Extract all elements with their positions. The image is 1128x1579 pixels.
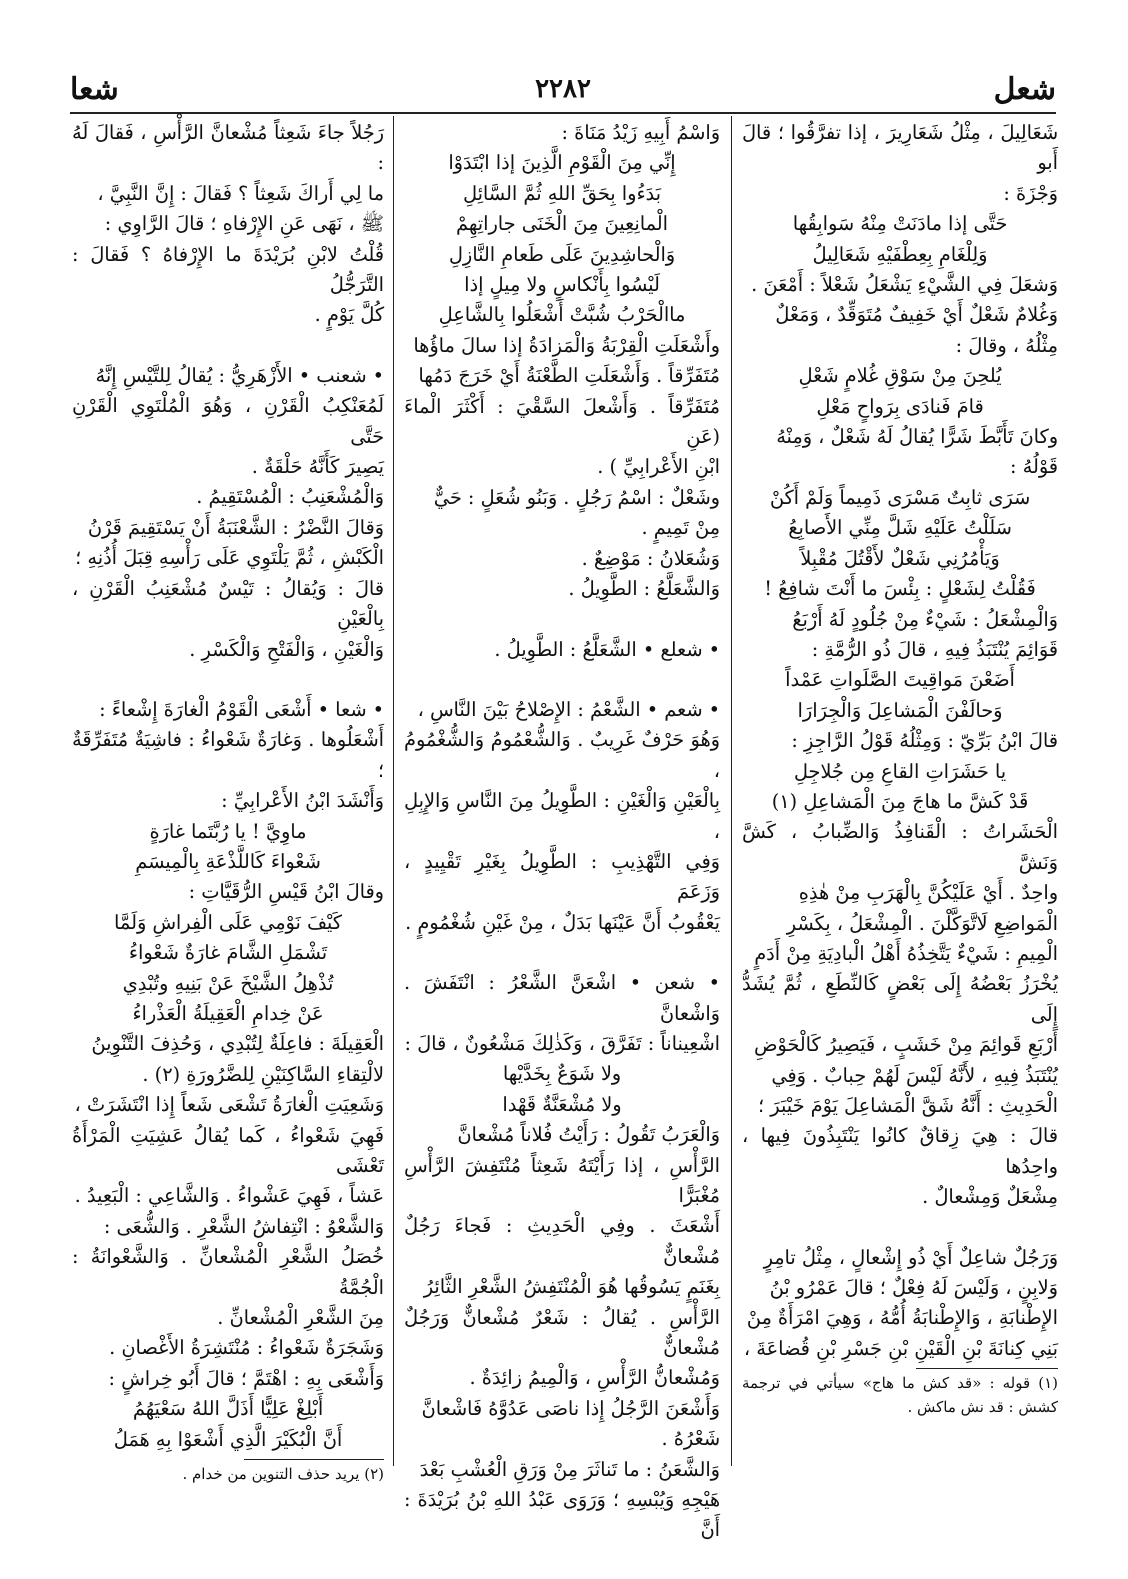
- paragraph-gap: [72, 665, 384, 695]
- text-line: ولا مُشْعَنَّةٌ قَهْدا: [502, 1092, 622, 1116]
- text-line: وَشَجَرَةٌ شَعْواءُ : مُنْتَشِرَةُ الأَغْصانِ .: [109, 1336, 384, 1360]
- text-line: حَتَّى إذا مادَنَتْ مِنْهُ سَوابِقُها: [792, 212, 1008, 236]
- text-line: يَعْقُوبُ أَنَّ عَيْنَها بَدَلٌ ، مِنْ غَيْنِ شُغْمُومٍ .: [405, 910, 720, 934]
- text-line: وَجْزَةَ :: [1003, 181, 1058, 205]
- paragraph-gap: [404, 665, 720, 695]
- text-line: لَيْسُوا بِأَنْكاسٍ ولا مِيلٍ إذا: [464, 273, 660, 297]
- text-line: ما لِي أَراكَ شَعِثاً ؟ فَقالَ : إِنَّ النَّبِيَّ ،: [97, 181, 384, 205]
- text-line: مِشْعَلٌ وَمِشْعالٌ .: [922, 1185, 1058, 1209]
- column-divider-right: [731, 116, 732, 1466]
- text-line: قامَ فَنادَى بِرَواحٍ مَعْلِ: [816, 394, 984, 418]
- text-line: سَلَلْتُ عَلَيْهِ شَلَّ مِنِّي الأَصابِعُ: [788, 516, 1012, 540]
- text-line: لَمُعَنْكِبُ الْقَرْنِ ، وَهُوَ الْمُلْتَوِي الْقَرْنِ حَتَّى: [72, 394, 384, 448]
- text-line: شَعَالِيلَ ، مِثْلُ شَعَارِيرَ ، إذا تفرَّقُوا ؛ قالَ أَبو: [742, 121, 1058, 175]
- footnote: (١) قوله : «قد كش ما هاج» سيأتي في ترجمة كشش : قد نش ماكش .: [742, 1374, 1058, 1417]
- text-line: مِثْلُهُ ، وقالَ :: [955, 333, 1058, 357]
- header-root-left: شعا: [70, 72, 119, 107]
- text-line: ﷺ ، نَهَى عَنِ الإِرْفاهِ ؛ قالَ الرَّاوِي :: [104, 212, 384, 236]
- text-line: قَوْلُهُ :: [1009, 455, 1058, 479]
- text-line: وَقالَ النَّضْرُ : الشَّعْنَبَةُ أَنْ يَسْتَقِيمَ قَرْنُ: [87, 515, 384, 539]
- text-line: ولا شَوَعٌ بِخَدَّيْها: [502, 1062, 622, 1086]
- text-line: لالْتِقاءِ السَّاكِنَيْنِ لِلضَّرُورَةِ (٢) .: [142, 1062, 384, 1086]
- text-line: ماالْحَرْبُ شُبَّتْ أَشْعَلُوا بِالشَّاعِلِ: [438, 303, 686, 327]
- text-line: قالَ ابْنُ بَرِّيّ : وَمِثْلُهُ قَوْلُ الرَّاجِزِ :: [791, 729, 1058, 753]
- text-line: وشَعْلٌ : اسْمُ رَجُلٍ . وَبَنُو شُعَلٍ : حَيٌّ: [433, 485, 720, 509]
- text-line: الْعَقِيلَةَ : فاعِلَةٌ لِتُبْدِي ، وَحُذِفَ التَّنْوِينُ: [91, 1032, 384, 1056]
- text-line: شَعْواءَ كَاللَّذْعَةِ بِالْمِيسَمِ: [135, 849, 321, 873]
- text-line: عَشاً ، فَهِيَ عَشْواءُ . وَالشَّاعِي : الْبَعِيدُ .: [74, 1184, 384, 1208]
- footnote-rule: [916, 1368, 1058, 1369]
- text-line: قالَ : وَيُقالُ : تَيْسٌ مُشْعَنِبُ الْقَرْنِ ، بِالْعَيْنِ: [72, 576, 384, 631]
- text-line: مُتَفَرِّقاً . وَأَشْعَلَتِ الطَّعْنَةُ أَيْ خَرَجَ دَمُها: [418, 364, 720, 388]
- text-line: الرَّأْسِ ، إذا رَأَيْتَهُ شَعِثاً مُنْتَفِشَ الرَّأْسِ مُغْبَرًّا: [404, 1153, 720, 1207]
- text-line: وَالشَّعْوُ : انْتِفاشُ الشَّعْرِ . وَالشُّعَى :: [103, 1214, 384, 1238]
- text-line: أَشْعَثَ . وفِي الْحَدِيثِ : فَجاءَ رَجُلٌ مُشْعانٌّ: [404, 1214, 720, 1268]
- footnote-rule: [244, 1459, 384, 1460]
- text-line: وَغُلامٌ شَعْلٌ أَيْ خَفِيفٌ مُتَوَقِّدٌ ، وَمَعْلٌ: [775, 303, 1058, 327]
- text-line: وَأَنْشَدَ ابْنُ الأَعْرابِيِّ :: [221, 789, 384, 813]
- text-line: وَلِلْغَامِ بِعِطْفَيْهِ شَعَالِيلُ: [812, 242, 988, 266]
- text-line: بَنِي كِنانَةَ بْنِ الْقَيْنِ بْنِ جَسْرِ بْنِ قُضاعَةَ ،: [743, 1336, 1058, 1360]
- text-line: واحِدٌ . أَيْ عَلَيْكُنَّ بِالْهَرَبِ مِنْ هٰذِهِ: [798, 881, 1058, 905]
- text-line: وَالشَّعَنُ : ما تَناثَرَ مِنْ وَرَقِ الْعُشْبِ بَعْدَ: [419, 1457, 720, 1481]
- text-line: وَرَجُلٌ شاعِلٌ أَيْ ذُو إِشْعالٍ ، مِثْلُ تامِرٍ: [763, 1245, 1058, 1269]
- text-line: فَهِيَ شَعْواءُ ، كَما يُقالُ عَشِيَتِ الْمَرْأَةُ تَعْشَى: [72, 1123, 384, 1177]
- text-line: بَدَءُوا بِحَقِّ اللهِ ثُمَّ السَّائِلِ: [462, 181, 662, 205]
- text-line: وَشَعِيَتِ الْغارَةُ تَشْعَى شَعاً إِذا انْتَشَرَتْ ،: [74, 1093, 384, 1117]
- text-line: • شعلع • الشَّعَلَّعُ : الطَّوِيلُ .: [494, 637, 720, 661]
- page-header: [70, 72, 1056, 112]
- paragraph-gap: [72, 331, 384, 361]
- text-line: يُلحِنَ مِنْ سَوْقِ غُلامٍ شَعْلِ: [798, 364, 1002, 388]
- text-line: وَحالَفْنَ الْمَشاعِلَ وَالْجِرَارَا: [797, 698, 1003, 722]
- text-line: الْمَواضِعِ لَاتَّوَكَّلْنَ . الْمِشْعَلُ ، بِكَسْرِ: [786, 911, 1058, 935]
- text-line: سَرَى ثابِتٌ مَسْرَى ذَمِيماً وَلَمْ أَكُنْ: [769, 485, 1031, 509]
- text-line: • شعم • الشَّعْمُ : الإِصْلاحُ بَيْنَ النَّاسِ ،: [417, 697, 720, 721]
- text-line: يُخْرَزُ بَعْضُهُ إِلَى بَعْضٍ كَالنِّطَعِ ، ثُمَّ يُشَدُّ إِلَى: [742, 972, 1058, 1026]
- text-line: وَالْمُشْعَنِبُ : الْمُسْتَقِيمُ .: [196, 485, 384, 509]
- text-line: وَالْعَرَبُ تَقُولُ : رَأَيْتُ فُلاناً مُشْعانَّ: [457, 1123, 720, 1147]
- text-line: وكانَ تَأَبَّطَ شَرًّا يُقالُ لَهُ شَعْلٌ ، وَمِنْهُ: [776, 425, 1058, 449]
- text-line: وَشُعَلانُ : مَوْضِعٌ .: [581, 546, 720, 570]
- text-line: وَأَشْعَنَ الرَّجُلُ إِذا ناصَى عَدُوَّهُ فَاشْعانَّ: [421, 1396, 720, 1420]
- text-line: مُتَفَرِّقاً . وَأَشْعلَ السَّقْيَ : أَكْثَرَ الْماءَ (عَنِ: [404, 394, 720, 449]
- text-line: مِنَ الشَّعْرِ الْمُشْعانِّ .: [217, 1306, 384, 1330]
- text-line: ابْنِ الأَعْرابِيِّ ) .: [597, 455, 720, 479]
- text-line: وقالَ ابْنُ قَيْسِ الرُّقَيَّاتِ :: [188, 880, 384, 904]
- header-root-right: شعل: [993, 72, 1056, 107]
- text-line: بِغَنَمٍ يَسُوقُها هُوَ الْمُنْتَفِشُ الشَّعْرِ الثَّائِرُ: [423, 1275, 720, 1299]
- text-line: وَيَأْمُرُنِي شَعْلٌ لأَقْتُلَ مُقْبِلاً: [800, 546, 1000, 570]
- text-line: • شعن • اشْعَنَّ الشَّعْرُ : انْتَفَشَ . وَاشْعانَّ: [404, 971, 720, 1025]
- text-line: كَيْفَ نَوْمِي عَلَى الْفِراشِ وَلَمَّا: [114, 910, 342, 934]
- text-line: قَوَائِمَ يُنْتَبَذُ فِيهِ ، قالَ ذُو الرُّمَّةِ :: [811, 637, 1058, 661]
- text-line: يا حَشَرَاتِ القاعِ مِن جُلاجِلِ: [793, 759, 1007, 783]
- text-line: اشْعِيناناً : تَفَرَّقَ ، وَكَذٰلِكَ مَشْعُونٌ ، قالَ :: [404, 1031, 720, 1055]
- paragraph-gap: [742, 1213, 1058, 1243]
- header-rule: [70, 112, 1056, 114]
- text-line: وَلابِنٍ ، وَلَيْسَ لَهُ فِعْلٌ ؛ قالَ عَمْرُو بْنُ: [769, 1276, 1058, 1300]
- paragraph-gap: [404, 938, 720, 968]
- text-line: قالَ : هِيَ زِقاقٌ كانُوا يَنْتَبِذُونَ فِيها ، واحِدُها: [742, 1124, 1058, 1178]
- page-number: ٢٢٨٢: [535, 74, 591, 104]
- text-line: الْحَدِيثِ : أَنَّهُ شَقَّ الْمَشاعِلَ يَوْمَ خَيْبَرَ ؛: [758, 1094, 1058, 1117]
- text-line: الإِطْنابَةِ ، وَالإِطْنابَةُ أُمُّهُ ، وَهِيَ امْرَأَةٌ مِنْ: [746, 1306, 1058, 1330]
- text-line: الْمِيمِ : شَيْءٌ يَتَّخِذُهُ أَهْلُ الْبادِيَةِ مِنْ أَدَمٍ: [754, 941, 1058, 965]
- text-line: شَعْرُهُ .: [661, 1427, 720, 1451]
- text-line: • شعنب • الأَزْهَرِيُّ : يُقالُ لِلتَّيْسِ إِنَّهُ: [95, 363, 384, 387]
- text-line: • شعا • أَشْعَى الْقَوْمُ الْغارَةَ إِشْعاءً :: [99, 697, 384, 721]
- text-line: وَشعَلَ فِي الشَّيْءِ يَشْعَلُ شَعْلاً : أَمْعَنَ .: [751, 273, 1058, 297]
- paragraph-gap: [404, 605, 720, 635]
- text-line: مِنْ تَمِيمٍ .: [641, 516, 720, 540]
- text-line: وَهُوَ حَرْفٌ غَرِيبٌ . وَالشُّعْمُومُ وَالشُّغْمُومُ ،: [404, 728, 720, 782]
- text-line: الْكَبْشِ ، ثُمَّ يَلْتَوِي عَلَى رَأْسِهِ قِبَلَ أُذُنِهِ ؛: [75, 546, 384, 570]
- text-line: الرَّأْسِ . يُقالُ : شَعْرٌ مُشْعانٌّ وَرَجُلٌ مُشْعانٌّ: [404, 1305, 720, 1360]
- text-line: فَقُلْتُ لِشَعْلٍ : بِئْسَ ما أَنْتَ شافِعُ !: [764, 577, 1036, 601]
- text-line: يُنْتَبَذُ فِيهِ ، لأَنَّهُ لَيْسَ لَهُمْ حِبابٌ . وَفِي: [771, 1063, 1058, 1087]
- text-line: وَأَشْعَى بِهِ : اهْتَمَّ ؛ قالَ أَبُو خِراشٍ :: [108, 1366, 384, 1390]
- text-line: هَيْجِهِ وَيُبْسِهِ ؛ وَرَوَى عَبْدُ اللهِ بْنُ بُرَيْدَةَ : أَنَّ: [404, 1488, 720, 1542]
- text-line: إِنِّي مِنَ الْقَوْمِ الَّذِينَ إذا ابْتَدَوْا: [448, 151, 676, 175]
- text-line: خُصَلُ الشَّعْرِ الْمُشْعانِّ . وَالشَّعْوانَةُ : الْجُمَّةُ: [72, 1245, 384, 1299]
- text-line: عَنْ خِدامِ الْعَقِيلَةُ الْعَذْراءُ: [132, 1001, 324, 1025]
- text-line: وَفِي التَّهْذِيبِ : الطَّوِيلُ بِغَيْرِ تَقْيِيدٍ ، وَزَعَمَ: [404, 849, 720, 904]
- text-line: تُذْهِلُ الشَّيْخَ عَنْ بَنِيهِ وتُبْدِي: [122, 971, 334, 995]
- text-line: وأَشْعَلَتِ الْقِرْبَةُ وَالْمَزادَةُ إذا سالَ ماؤُها: [413, 333, 720, 357]
- text-line: ماوِيَّ ! يا رُبَّتَما غارَةٍ: [149, 819, 307, 843]
- text-line: الْمانِعِينَ مِنَ الْخَنَى جاراتِهِمْ: [456, 212, 668, 236]
- column-divider-left: [393, 116, 394, 1466]
- text-line: أَنَّ الْبُكَيْرَ الَّذِي أَشْعَوْا بِهِ هَمَلُ: [113, 1427, 343, 1451]
- column-middle: [404, 118, 720, 1546]
- text-line: وَالْمِشْعَلُ : شَيْءٌ مِنْ جُلُودٍ لَهُ أَرْبَعُ: [792, 607, 1058, 631]
- text-line: وَالشَّعَلَّعُ : الطَّوِيلُ .: [568, 577, 720, 601]
- text-line: أَشْعَلُوها . وَغارَةٌ شَعْواءُ : فاشِيَةٌ مُتَفَرِّقَةٌ ؛: [72, 728, 384, 782]
- text-line: يَصِيرَ كَأَنَّهُ حَلْقَةٌ .: [251, 455, 384, 479]
- text-line: كُلَّ يَوْمٍ .: [314, 303, 384, 327]
- text-line: وَالْغَيْنِ ، وَالْفَتْحِ وَالْكَسْرِ .: [189, 637, 384, 661]
- text-line: تَشْمَلِ الشَّامَ غارَةٌ شَعْواءُ: [128, 941, 328, 965]
- text-line: أَبْلِغْ عَلِيًّا أَذَلَّ اللهُ سَعْيَهُمُ: [132, 1397, 324, 1421]
- text-line: بِالْعَيْنِ وَالْغَيْنِ : الطَّوِيلُ مِنَ النَّاسِ وَالإِبِلِ ،: [404, 789, 720, 843]
- column-left: [72, 118, 384, 1486]
- text-line: الْحَشَراتُ : الْقَنافِذُ وَالضِّبابُ ، كَشَّ وَنَشَّ: [742, 820, 1058, 874]
- column-right: [742, 118, 1058, 1419]
- text-line: قُلْتُ لابْنِ بُرَيْدَةَ ما الإِرْفاهُ ؟ فَقالَ : التَّرَجُّلُ: [72, 242, 384, 297]
- footnote: (٢) يريد حذف التنوين من خدام .: [182, 1465, 384, 1484]
- text-line: وَالْحاشِدِينَ عَلَى طَعامِ النَّازِلِ: [448, 242, 676, 266]
- text-line: قَدْ كَشَّ ما هاجَ مِنَ الْمَشاعِلِ (١): [771, 789, 1029, 813]
- text-line: وَمُشْعانُّ الرَّأْسِ ، وَالْمِيمُ زائِدَةٌ .: [469, 1366, 720, 1390]
- text-line: أَضَعْنَ مَواقِيتَ الصَّلَواتِ عَمْداً: [785, 668, 1015, 692]
- text-line: وَاسْمُ أَبِيهِ زَيْدُ مَنَاةَ :: [561, 121, 720, 144]
- text-line: رَجُلاً جاءَ شَعِثاً مُشْعانَّ الرَّأْسِ ، فَقالَ لَهُ :: [72, 121, 384, 175]
- text-line: أَرْبَعِ قَوائِمَ مِنْ خَشَبٍ ، فَيَصِيرُ كَالْحَوْضِ: [754, 1033, 1058, 1057]
